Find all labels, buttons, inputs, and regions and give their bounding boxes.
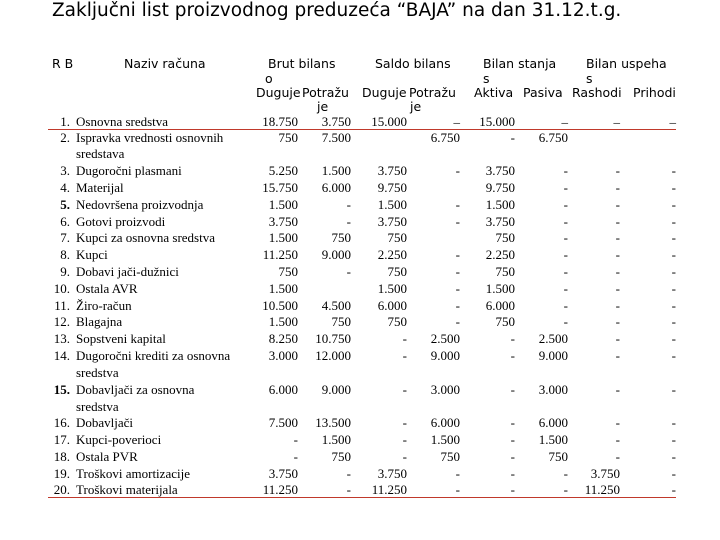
- cell-value: -: [455, 214, 460, 229]
- cell-value: -: [671, 415, 676, 430]
- cell-value: 2.250: [377, 247, 407, 262]
- row-number: 11.: [54, 298, 70, 313]
- cell-value: 1.500: [268, 197, 298, 212]
- row-number: 9.: [60, 264, 70, 279]
- cell-value: 6.750: [430, 130, 460, 145]
- cell-value: -: [671, 482, 676, 497]
- table-row: [0, 415, 720, 432]
- cell-value: -: [346, 264, 351, 279]
- cell-value: 3.750: [485, 163, 515, 178]
- cell-value: 15.000: [479, 114, 515, 129]
- cell-value: 750: [278, 264, 298, 279]
- cell-value: 3.000: [430, 382, 460, 397]
- table-row: [0, 180, 720, 197]
- header-pasiva: Pasiva: [523, 85, 563, 100]
- account-name: Kupci za osnovna sredstva: [76, 230, 215, 245]
- cell-value: 6.000: [321, 180, 351, 195]
- cell-value: -: [671, 449, 676, 464]
- table-row: [0, 482, 720, 499]
- account-name: Žiro-račun: [76, 298, 132, 313]
- cell-value: 1.500: [268, 281, 298, 296]
- cell-value: -: [455, 314, 460, 329]
- cell-value: -: [510, 382, 515, 397]
- cell-value: 13.500: [315, 415, 351, 430]
- table-row: [0, 110, 720, 131]
- header-stanja-s: s: [483, 71, 490, 86]
- table-row: [0, 348, 720, 365]
- row-number: 19.: [53, 466, 70, 481]
- cell-value: -: [510, 466, 515, 481]
- account-name: Dugoročni krediti za osnovna: [76, 348, 231, 363]
- header-naziv: Naziv računa: [124, 56, 206, 71]
- account-name: Osnovna sredstva: [76, 114, 169, 129]
- cell-value: -: [671, 466, 676, 481]
- cell-value: -: [346, 214, 351, 229]
- row-number: 13.: [53, 331, 70, 346]
- cell-value: -: [510, 331, 515, 346]
- cell-value: -: [615, 348, 620, 363]
- table-row: [0, 130, 720, 147]
- cell-value: -: [615, 432, 620, 447]
- account-name: Ostala AVR: [76, 281, 138, 296]
- table-row: [0, 331, 720, 348]
- account-name: Dobavljači: [76, 415, 134, 430]
- account-name: Kupci: [76, 247, 108, 262]
- cell-value: 7.500: [321, 130, 351, 145]
- cell-value: -: [615, 180, 620, 195]
- row-number: 16.: [53, 415, 70, 430]
- cell-value: 10.500: [262, 298, 298, 313]
- header-potrazu-1: Potražu: [302, 85, 349, 100]
- cell-value: -: [615, 197, 620, 212]
- cell-value: -: [455, 466, 460, 481]
- cell-value: -: [563, 281, 568, 296]
- row-number: 10.: [53, 281, 70, 296]
- table-row: [0, 298, 720, 315]
- cell-value: 3.750: [321, 114, 351, 129]
- table-row: [0, 247, 720, 264]
- cell-value: 750: [495, 264, 515, 279]
- account-name-continuation: sredstva: [76, 399, 119, 414]
- cell-value: -: [563, 214, 568, 229]
- cell-value: -: [402, 449, 407, 464]
- cell-value: -: [615, 281, 620, 296]
- cell-value: -: [563, 163, 568, 178]
- cell-value: -: [615, 298, 620, 313]
- cell-value: -: [615, 314, 620, 329]
- cell-value: 750: [331, 230, 351, 245]
- account-name: Dobavljači za osnovna: [76, 382, 195, 397]
- cell-value: -: [402, 415, 407, 430]
- cell-value: 6.750: [538, 130, 568, 145]
- cell-value: -: [346, 482, 351, 497]
- cell-value: 18.750: [262, 114, 298, 129]
- cell-value: 3.000: [268, 348, 298, 363]
- cell-value: 6.000: [430, 415, 460, 430]
- cell-value: 750: [278, 130, 298, 145]
- header-potrazu-2: Potražu: [409, 85, 456, 100]
- cell-value: 3.750: [485, 214, 515, 229]
- cell-value: 750: [331, 314, 351, 329]
- cell-value: 1.500: [377, 197, 407, 212]
- cell-value: -: [615, 331, 620, 346]
- cell-value: 2.500: [538, 331, 568, 346]
- cell-value: 6.000: [485, 298, 515, 313]
- cell-value: -: [615, 382, 620, 397]
- cell-value: 1.500: [268, 230, 298, 245]
- table-row: [0, 214, 720, 231]
- account-name: Troškovi amortizacije: [76, 466, 190, 481]
- cell-value: -: [510, 482, 515, 497]
- row-number: 14.: [53, 348, 70, 363]
- header-saldo: Saldo bilans: [375, 56, 451, 71]
- cell-value: -: [615, 214, 620, 229]
- table-row: [0, 382, 720, 399]
- row-number: 3.: [60, 163, 70, 178]
- cell-value: _: [561, 110, 568, 125]
- cell-value: 3.750: [268, 466, 298, 481]
- cell-value: 6.000: [538, 415, 568, 430]
- header-uspeha-s: s: [586, 71, 593, 86]
- cell-value: 1.500: [321, 432, 351, 447]
- account-name: Kupci-poverioci: [76, 432, 162, 447]
- row-number: 17.: [53, 432, 70, 447]
- table-row: [0, 197, 720, 214]
- cell-value: -: [615, 163, 620, 178]
- cell-value: 3.750: [377, 163, 407, 178]
- cell-value: -: [563, 466, 568, 481]
- cell-value: -: [671, 298, 676, 313]
- table-row: [0, 466, 720, 483]
- cell-value: 3.750: [377, 214, 407, 229]
- cell-value: 3.750: [377, 466, 407, 481]
- header-duguje-2: Duguje: [362, 85, 407, 100]
- table-row: [0, 230, 720, 247]
- cell-value: -: [510, 415, 515, 430]
- cell-value: -: [402, 382, 407, 397]
- cell-value: -: [510, 130, 515, 145]
- cell-value: 6.000: [268, 382, 298, 397]
- cell-value: 4.500: [321, 298, 351, 313]
- cell-value: _: [613, 110, 620, 125]
- cell-value: -: [671, 382, 676, 397]
- header-prihodi: Prihodi: [633, 85, 676, 100]
- account-name-continuation: sredstava: [76, 146, 125, 161]
- cell-value: 1.500: [538, 432, 568, 447]
- cell-value: -: [455, 298, 460, 313]
- cell-value: 2.500: [430, 331, 460, 346]
- cell-value: 750: [440, 449, 460, 464]
- cell-value: -: [671, 348, 676, 363]
- row-number: 4.: [60, 180, 70, 195]
- row-number: 20.: [53, 482, 70, 497]
- table-row: [0, 449, 720, 466]
- cell-value: -: [615, 264, 620, 279]
- header-aktiva: Aktiva: [474, 85, 514, 100]
- cell-value: -: [563, 180, 568, 195]
- page-title: Zaključni list proizvodnog preduzeća “BAJA” na dan 31.12.t.g.: [52, 0, 622, 21]
- account-name-continuation: sredstva: [76, 365, 119, 380]
- cell-value: 3.000: [538, 382, 568, 397]
- cell-value: 5.250: [268, 163, 298, 178]
- row-number: 6.: [60, 214, 70, 229]
- account-name: Blagajna: [76, 314, 123, 329]
- account-name: Sopstveni kapital: [76, 331, 166, 346]
- cell-value: -: [671, 331, 676, 346]
- header-rashodi: Rashodi: [572, 85, 622, 100]
- cell-value: 10.750: [315, 331, 351, 346]
- header-uspeha: Bilan uspeha: [586, 56, 667, 71]
- header-stanja: Bilan stanja: [483, 56, 557, 71]
- cell-value: -: [510, 432, 515, 447]
- cell-value: _: [669, 110, 676, 125]
- cell-value: 9.000: [430, 348, 460, 363]
- cell-value: 9.000: [321, 247, 351, 262]
- row-number: 1.: [60, 114, 70, 129]
- cell-value: -: [293, 432, 298, 447]
- header-duguje-1: Duguje: [256, 85, 301, 100]
- header-je-1: je: [317, 99, 329, 114]
- header-rb: R B: [52, 56, 74, 71]
- cell-value: -: [563, 298, 568, 313]
- account-name: Materijal: [76, 180, 124, 195]
- cell-value: 3.750: [590, 466, 620, 481]
- table-row: [0, 281, 720, 298]
- row-number: 15.: [53, 382, 70, 397]
- cell-value: 15.750: [262, 180, 298, 195]
- cell-value: -: [563, 247, 568, 262]
- cell-value: 750: [387, 230, 407, 245]
- cell-value: -: [671, 163, 676, 178]
- cell-value: -: [671, 314, 676, 329]
- row-number: 8.: [60, 247, 70, 262]
- cell-value: -: [455, 264, 460, 279]
- cell-value: -: [402, 348, 407, 363]
- row-number: 5.: [60, 197, 70, 212]
- cell-value: -: [563, 264, 568, 279]
- cell-value: 750: [387, 264, 407, 279]
- cell-value: 6.000: [377, 298, 407, 313]
- cell-value: -: [563, 197, 568, 212]
- cell-value: -: [615, 449, 620, 464]
- cell-value: 1.500: [430, 432, 460, 447]
- cell-value: -: [346, 466, 351, 481]
- cell-value: -: [563, 230, 568, 245]
- account-name: Ispravka vrednosti osnovnih: [76, 130, 224, 145]
- cell-value: -: [671, 214, 676, 229]
- cell-value: -: [293, 449, 298, 464]
- cell-value: -: [455, 247, 460, 262]
- account-name: Ostala PVR: [76, 449, 138, 464]
- cell-value: -: [671, 281, 676, 296]
- row-number: 7.: [60, 230, 70, 245]
- cell-value: 11.250: [584, 482, 620, 497]
- cell-value: -: [671, 180, 676, 195]
- cell-value: 1.500: [485, 281, 515, 296]
- cell-value: -: [671, 264, 676, 279]
- cell-value: 9.000: [321, 382, 351, 397]
- account-name: Nedovršena proizvodnja: [76, 197, 204, 212]
- cell-value: -: [346, 197, 351, 212]
- cell-value: -: [510, 348, 515, 363]
- row-number: 12.: [53, 314, 70, 329]
- cell-value: -: [563, 482, 568, 497]
- cell-value: -: [671, 197, 676, 212]
- row-number: 18.: [53, 449, 70, 464]
- header-brut: Brut bilans: [268, 56, 336, 71]
- account-name: Troškovi materijala: [76, 482, 178, 497]
- cell-value: 750: [548, 449, 568, 464]
- cell-value: 1.500: [268, 314, 298, 329]
- cell-value: 12.000: [315, 348, 351, 363]
- cell-value: 750: [495, 230, 515, 245]
- cell-value: 11.250: [262, 482, 298, 497]
- cell-value: 9.000: [538, 348, 568, 363]
- account-name: Dobavi jači-dužnici: [76, 264, 179, 279]
- cell-value: 3.750: [268, 214, 298, 229]
- cell-value: -: [455, 197, 460, 212]
- cell-value: 9.750: [377, 180, 407, 195]
- table-row: [0, 264, 720, 281]
- cell-value: -: [671, 247, 676, 262]
- cell-value: 15.000: [371, 114, 407, 129]
- cell-value: -: [615, 415, 620, 430]
- cell-value: 750: [495, 314, 515, 329]
- cell-value: 8.250: [268, 331, 298, 346]
- account-name: Gotovi proizvodi: [76, 214, 166, 229]
- cell-value: 1.500: [321, 163, 351, 178]
- cell-value: 2.250: [485, 247, 515, 262]
- cell-value: 750: [387, 314, 407, 329]
- cell-value: 11.250: [371, 482, 407, 497]
- cell-value: -: [671, 230, 676, 245]
- table-row: [0, 314, 720, 331]
- header-brut-o: o: [265, 71, 273, 86]
- cell-value: 1.500: [485, 197, 515, 212]
- account-name: Dugoročni plasmani: [76, 163, 182, 178]
- cell-value: 750: [331, 449, 351, 464]
- cell-value: _: [453, 110, 460, 125]
- cell-value: -: [615, 247, 620, 262]
- cell-value: 7.500: [268, 415, 298, 430]
- cell-value: 11.250: [262, 247, 298, 262]
- table-row: [0, 432, 720, 449]
- cell-value: 9.750: [485, 180, 515, 195]
- cell-value: -: [615, 230, 620, 245]
- cell-value: -: [563, 314, 568, 329]
- cell-value: -: [455, 482, 460, 497]
- cell-value: -: [402, 331, 407, 346]
- header-je-2: je: [410, 99, 422, 114]
- cell-value: -: [510, 449, 515, 464]
- cell-value: -: [671, 432, 676, 447]
- cell-value: -: [455, 163, 460, 178]
- table-row: [0, 163, 720, 180]
- cell-value: -: [402, 432, 407, 447]
- row-number: 2.: [60, 130, 70, 145]
- cell-value: 1.500: [377, 281, 407, 296]
- cell-value: -: [455, 281, 460, 296]
